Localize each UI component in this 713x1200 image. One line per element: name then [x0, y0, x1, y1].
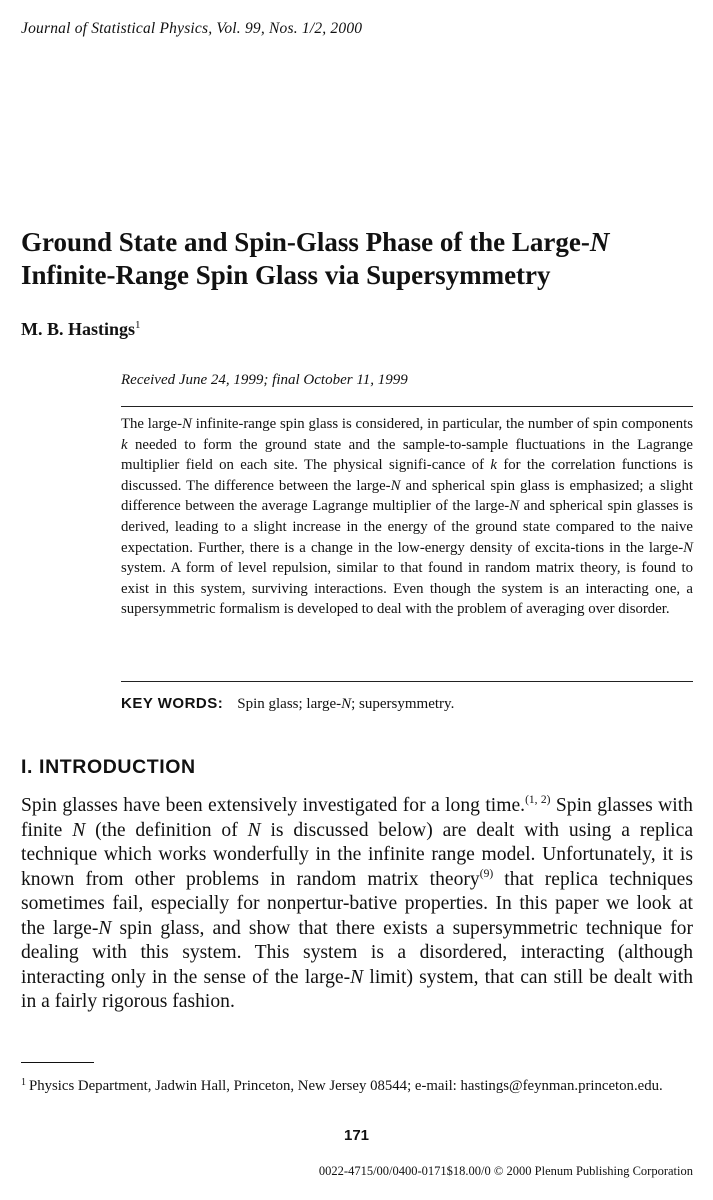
key-words [121, 695, 454, 713]
abstract-text: needed to form the ground state and the sample-to-sample fluctuations in the Lagrange multiplier field on each site. The physical signifi-cance of [121, 436, 693, 474]
abstract-variable: k [121, 436, 128, 453]
received-dates: Received June 24, 1999; final October 11, 1999 [121, 372, 408, 388]
title-text: Ground State and Spin-Glass Phase of the Large- [21, 227, 590, 257]
introduction-paragraph [21, 794, 693, 1015]
body-variable: N [350, 966, 364, 988]
body-variable: N [247, 819, 261, 841]
section-heading: I. INTRODUCTION [21, 756, 196, 778]
abstract-text: infinite-range spin glass is considered, in particular, the number of spin components [191, 416, 694, 432]
author-footnote-mark: 1 [135, 319, 141, 331]
body-text: Spin glasses with finite [21, 795, 693, 841]
abstract-variable: N [390, 477, 401, 494]
paper-title [21, 226, 701, 292]
body-variable: N [72, 819, 86, 841]
abstract-text: and spherical spin glass is emphasized; a slight difference between the average Lagrange multiplier of the large- [121, 477, 693, 515]
body-text: is discussed below) are dealt with using a replica technique which works wonderfully in the infinite range model. Unfortunately, it is known from other problems in random matrix theory [21, 819, 694, 890]
footnote-rule [21, 1062, 94, 1063]
citation-mark: (1, 2) [525, 794, 551, 806]
journal-citation: Journal of Statistical Physics, Vol. 99, Nos. 1/2, 2000 [21, 20, 363, 37]
abstract-variable: k [490, 457, 497, 474]
author [21, 319, 141, 340]
abstract-text: for the correlation functions is discussed. The difference between the large- [121, 457, 693, 494]
abstract-variable: N [182, 416, 192, 432]
abstract-variable: N [509, 498, 520, 515]
title-variable: N [589, 227, 610, 257]
body-text: limit) system, that can still be dealt with in a fairly rigorous fashion. [21, 966, 693, 1012]
body-text: Spin glasses have been extensively investigated for a long time. [21, 795, 526, 816]
key-words-text: Spin glass; large- [237, 696, 342, 712]
footnote-mark: 1 [21, 1077, 26, 1088]
body-text: that replica techniques sometimes fail, especially for nonpertur-bative properties. In this paper we look at the large- [21, 868, 693, 939]
footnote-text: Physics Department, Jadwin Hall, Princeton, New Jersey 08544; e-mail: hastings@feynman.princeton.edu. [29, 1078, 663, 1094]
body-variable: N [98, 917, 112, 939]
abstract-text: and spherical spin glasses is derived, leading to a slight increase in the energy of the ground state compared to the naive expectation. Further, there is a change in the low-energy density of excita-tions in the large- [121, 498, 693, 556]
abstract-variable: N [683, 539, 693, 556]
page-number: 171 [343, 1127, 370, 1144]
footnote [21, 1072, 693, 1097]
abstract-bottom-rule [121, 681, 693, 682]
abstract [121, 414, 693, 620]
abstract-text: system. A form of level repulsion, similar to that found in random matrix theory, is found to exist in this system, surviving interactions. Even though the system is an interacting one, a supersymmetric formalism is developed to deal with the problem of averaging over disorder. [121, 560, 693, 618]
abstract-top-rule [121, 406, 693, 407]
body-text: (the definition of [85, 819, 248, 841]
key-words-variable: N [341, 696, 352, 712]
copyright-line: 0022-4715/00/0400-0171$18.00/0 © 2000 Plenum Publishing Corporation [318, 1164, 693, 1178]
key-words-label: KEY WORDS: [121, 695, 224, 712]
body-text: spin glass, and show that there exists a supersymmetric technique for dealing with this system. This system is a disordered, interacting (although interacting only in the sense of the large- [21, 917, 693, 988]
title-line-2: Infinite-Range Spin Glass via Supersymmetry [21, 260, 551, 290]
author-name: M. B. Hastings [21, 319, 136, 339]
citation-mark: (9) [479, 867, 494, 880]
key-words-text: ; supersymmetry. [351, 696, 455, 712]
abstract-text: The large- [121, 416, 183, 432]
